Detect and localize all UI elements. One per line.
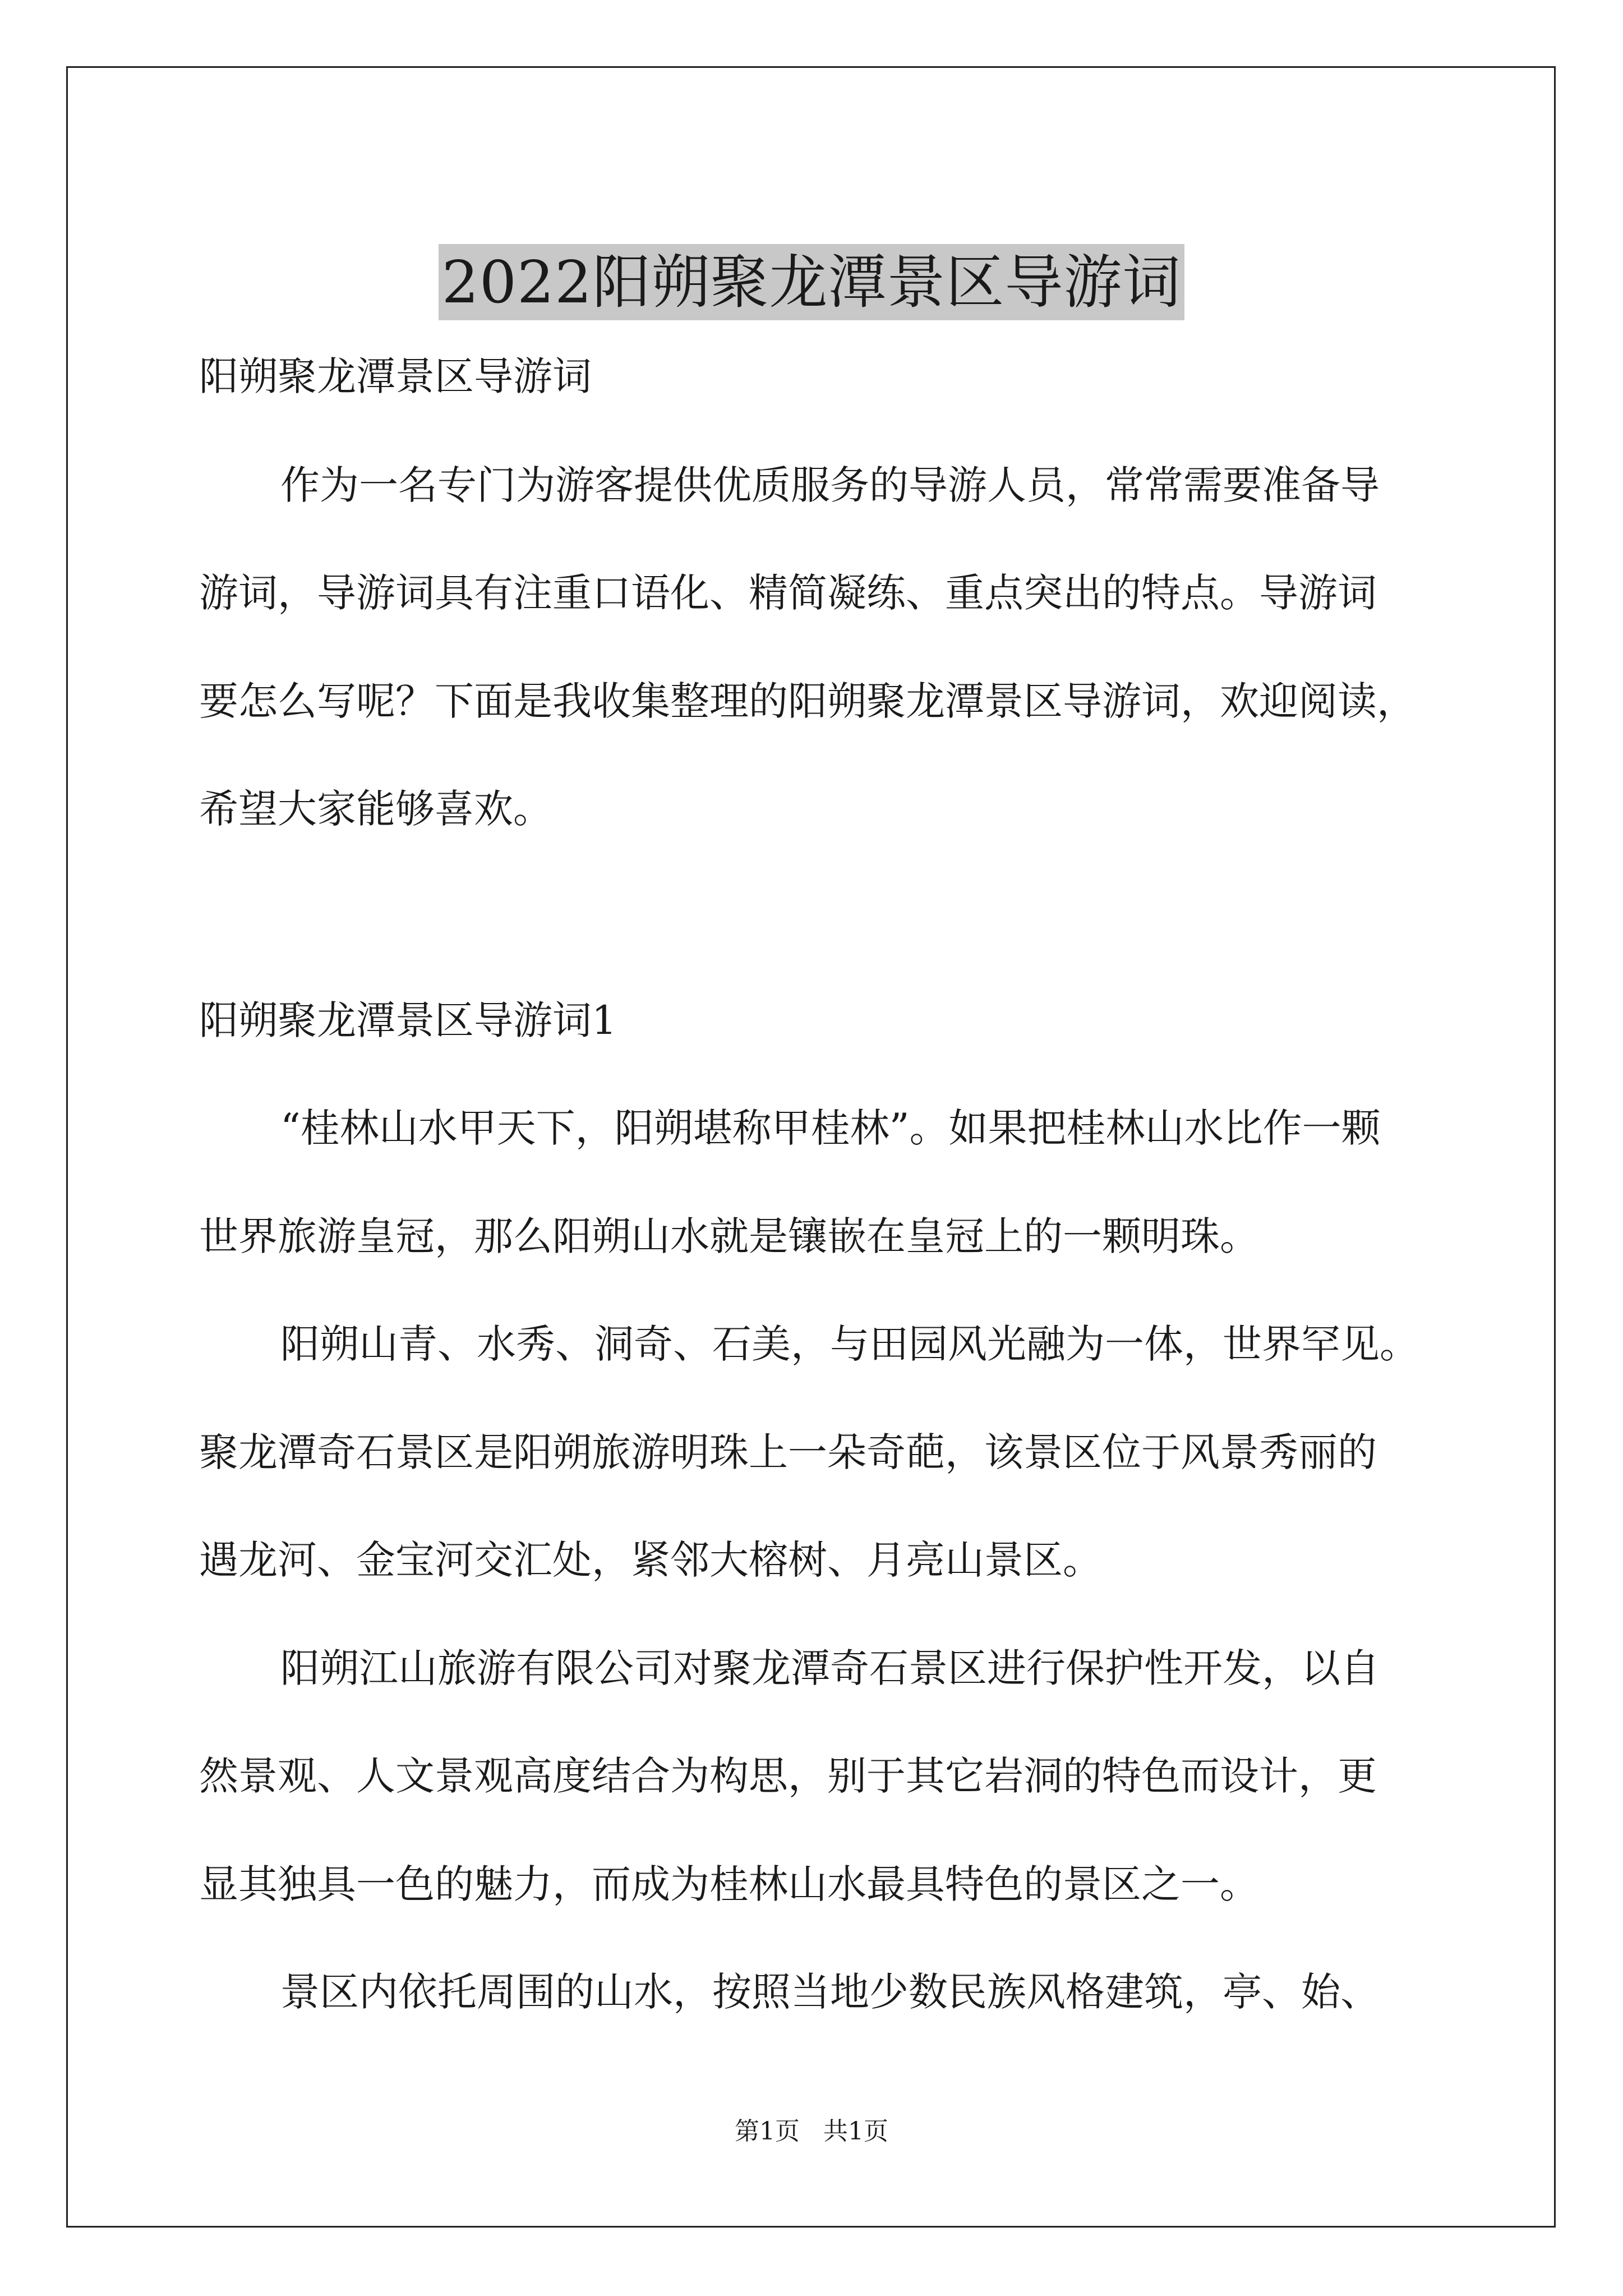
document-title: 2022阳朔聚龙潭景区导游词 (439, 244, 1185, 320)
paragraph-line: 显其独具一色的魅力，而成为桂林山水最具特色的景区之一。 (199, 1861, 1259, 1907)
section-heading: 阳朔聚龙潭景区导游词1 (199, 997, 617, 1043)
paragraph-line: 聚龙潭奇石景区是阳朔旅游明珠上一朵奇葩，该景区位于风景秀丽的 (199, 1429, 1377, 1475)
paragraph-line: 要怎么写呢？下面是我收集整理的阳朔聚龙潭景区导游词，欢迎阅读， (199, 678, 1416, 724)
paragraph-line: 世界旅游皇冠，那么阳朔山水就是镶嵌在皇冠上的一颗明珠。 (199, 1213, 1259, 1259)
paragraph-line: 景区内依托周围的山水，按照当地少数民族风格建筑，亭、始、 (280, 1969, 1380, 2015)
paragraph-line: 希望大家能够喜欢。 (199, 786, 552, 832)
paragraph-line: 作为一名专门为游客提供优质服务的导游人员，常常需要准备导 (280, 462, 1380, 508)
page-total: 共1页 (823, 2117, 888, 2146)
paragraph-line: “桂林山水甲天下，阳朔堪称甲桂林”。如果把桂林山水比作一颗 (280, 1105, 1381, 1151)
subtitle-line: 阳朔聚龙潭景区导游词 (199, 353, 592, 399)
page-number: 第1页 (735, 2117, 800, 2146)
paragraph-line: 遇龙河、金宝河交汇处，紧邻大榕树、月亮山景区。 (199, 1537, 1102, 1583)
paragraph-line: 阳朔江山旅游有限公司对聚龙潭奇石景区进行保护性开发，以自 (280, 1645, 1380, 1691)
paragraph-line: 然景观、人文景观高度结合为构思，别于其它岩洞的特色而设计，更 (199, 1753, 1377, 1799)
paragraph-line: 游词，导游词具有注重口语化、精简凝练、重点突出的特点。导游词 (199, 570, 1377, 616)
title-container (0, 205, 1623, 359)
page-footer (0, 2115, 1623, 2148)
paragraph-line: 阳朔山青、水秀、洞奇、石美，与田园风光融为一体，世界罕见。 (280, 1321, 1419, 1367)
